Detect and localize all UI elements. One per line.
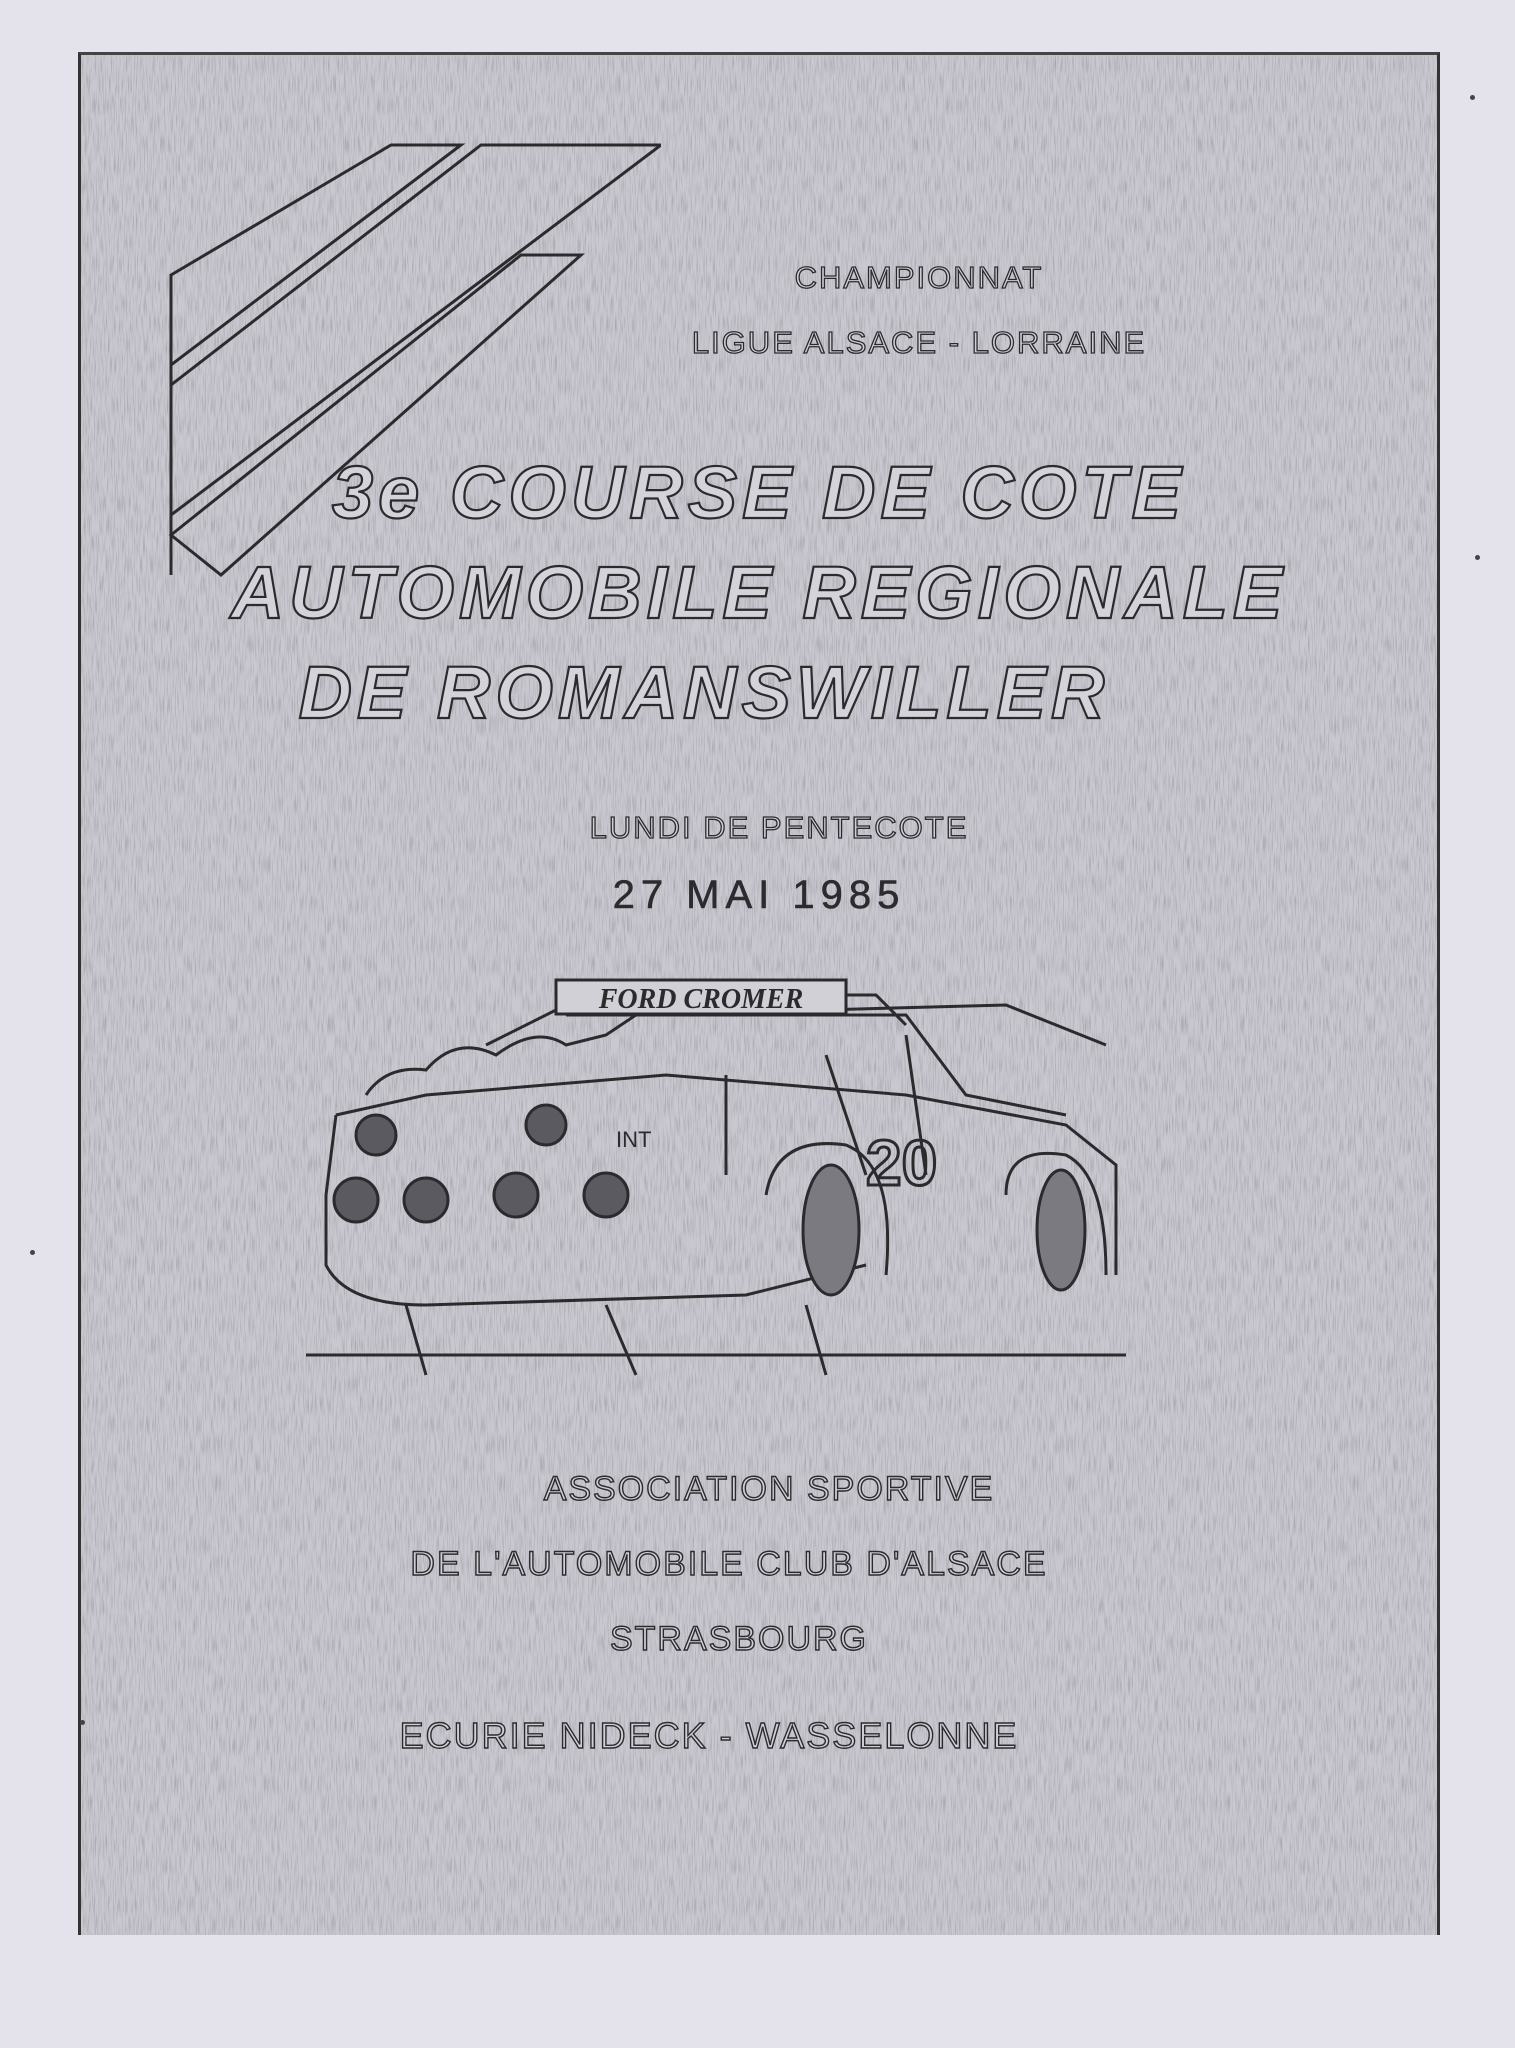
- edge-speck: [80, 1720, 85, 1725]
- door-number: 20: [866, 1127, 938, 1199]
- rally-car-icon: [306, 975, 1126, 1395]
- edge-speck: [1475, 555, 1480, 560]
- event-title-line-2: AUTOMOBILE REGIONALE: [230, 551, 1288, 634]
- plate-text: INT: [616, 1127, 652, 1152]
- organizer-city: STRASBOURG: [609, 1620, 869, 1658]
- league-label: LIGUE ALSACE - LORRAINE: [691, 325, 1147, 360]
- edge-speck: [30, 1250, 35, 1255]
- edge-speck: [1470, 95, 1475, 100]
- event-date: 27 MAI 1985: [612, 873, 906, 917]
- windshield-banner: FORD CROMER: [598, 984, 804, 1015]
- event-title-line-1: 3e COURSE DE COTE: [332, 451, 1186, 534]
- championship-label: CHAMPIONNAT: [794, 260, 1044, 295]
- organizer-line-1: ASSOCIATION SPORTIVE: [543, 1470, 995, 1508]
- event-day: LUNDI DE PENTECOTE: [589, 810, 969, 845]
- event-title-line-3: DE ROMANSWILLER: [298, 651, 1110, 734]
- organizer-line-2: DE L'AUTOMOBILE CLUB D'ALSACE: [410, 1545, 1048, 1583]
- poster: [78, 52, 1440, 1935]
- organizer-line-4: ECURIE NIDECK - WASSELONNE: [399, 1715, 1019, 1756]
